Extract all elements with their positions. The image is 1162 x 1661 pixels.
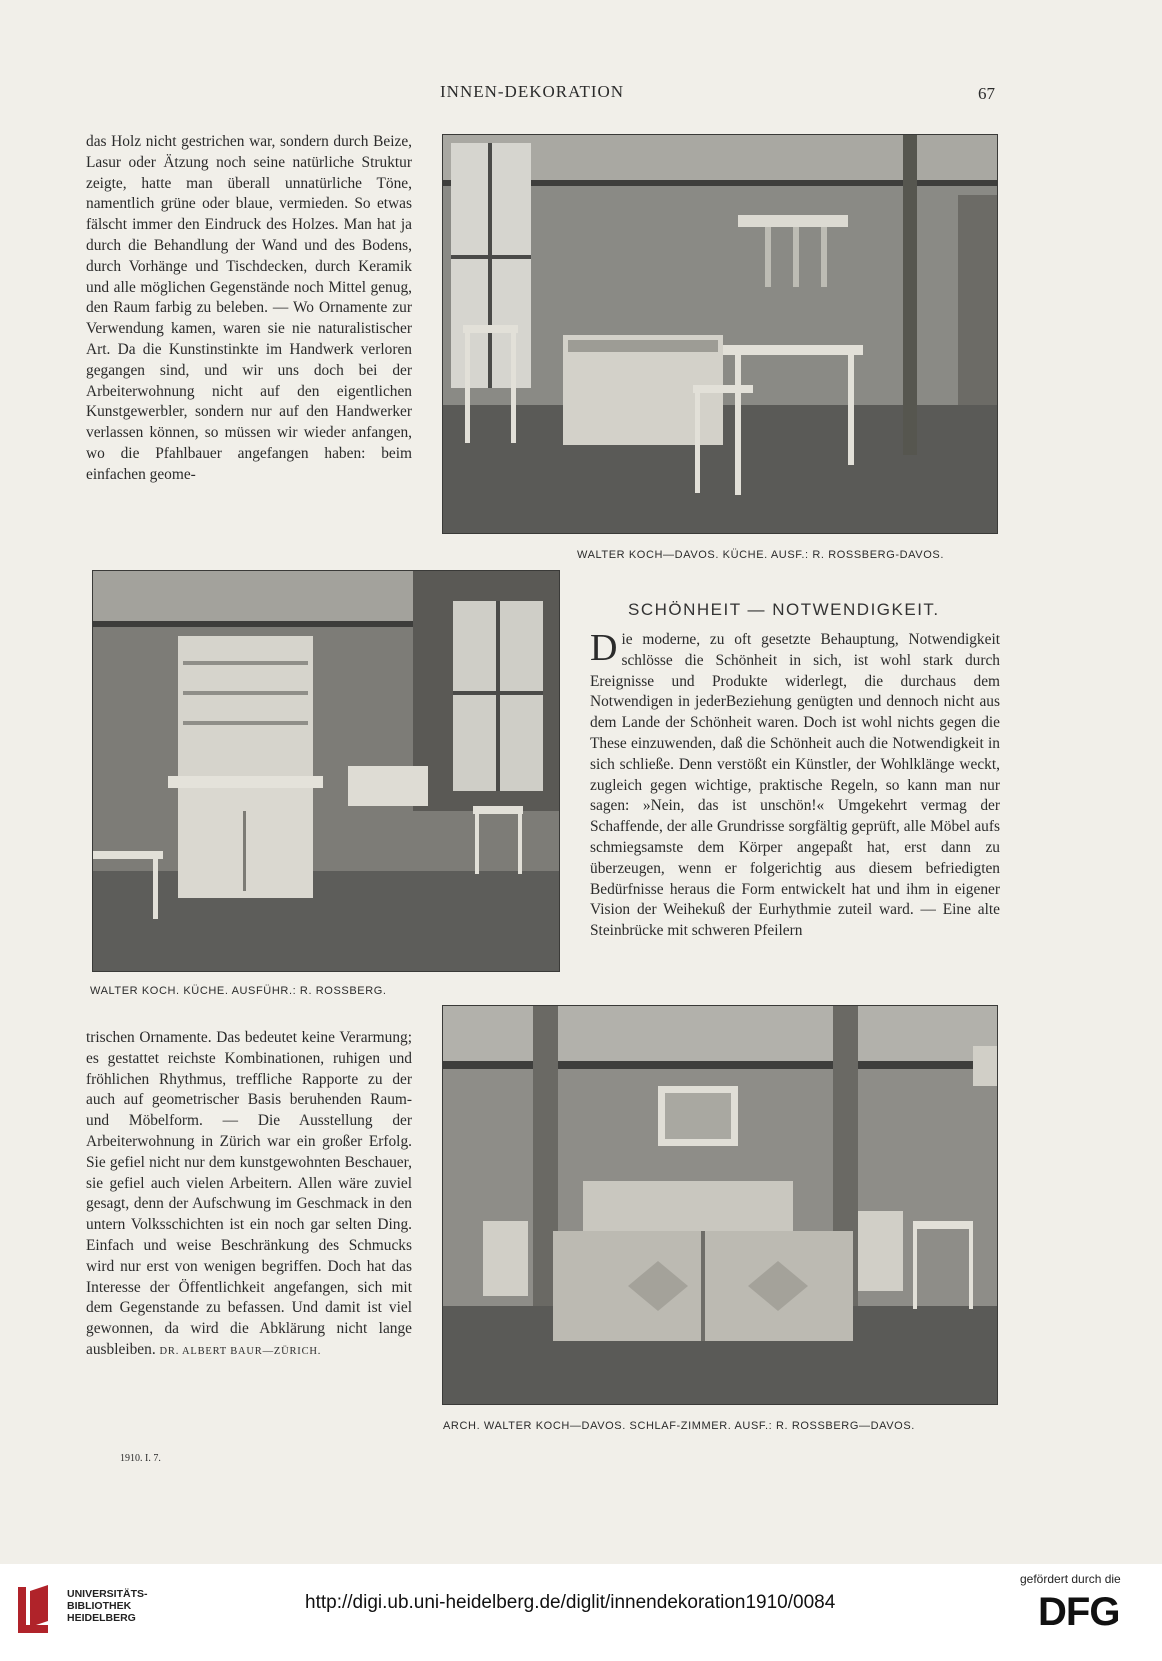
signature-line: 1910. I. 7. bbox=[120, 1453, 161, 1464]
body-paragraph bbox=[86, 1028, 412, 1363]
text-column-right bbox=[590, 627, 1000, 942]
section-title: SCHÖNHEIT — NOTWENDIGKEIT. bbox=[628, 600, 940, 619]
bedroom-illustration bbox=[443, 1006, 997, 1404]
author-byline: DR. ALBERT BAUR—ZÜRICH. bbox=[159, 1345, 322, 1357]
photo-kitchen-2 bbox=[92, 570, 560, 972]
running-title: INNEN-DEKORATION bbox=[440, 82, 625, 101]
funding-label: gefördert durch die bbox=[1020, 1572, 1121, 1586]
library-name: UNIVERSITÄTS- BIBLIOTHEK HEIDELBERG bbox=[67, 1588, 148, 1624]
photo-kitchen-1 bbox=[442, 134, 998, 534]
kitchen-2-illustration bbox=[93, 571, 559, 971]
dfg-logo: DFG bbox=[1038, 1590, 1120, 1634]
body-paragraph: das Holz nicht gestrichen war, sondern durch Beize, Lasur oder Ätzung noch seine natürliche Struktur zeigte, hatte man überall unnatürliche Töne, namentlich grüne oder blaue, vermieden. So etwas fälscht immer den Eindruck des Holzes. Man hat ja durch die Behandlung der Wand und des Bodens, durch Vorhänge und Tischdecken, durch Keramik und alle möglichen Gegenstände noch Mittel genug, den Raum farbig zu beleben. — Wo Ornamente zur Verwendung kamen, waren sie nie naturalistischer Art. Da die Kunstinstinkte im Handwerk verloren gegangen sind, und wir uns doch bei der Arbeiterwohnung nicht auf den eigentlichen Kunstgewerbler, sondern nur auf den Handwerker verlassen können, so müssen wir wieder anfangen, wo die Pfahlbauer angefangen haben: beim einfachen geome- bbox=[86, 133, 412, 483]
body-text: trischen Ornamente. Das bedeutet keine Verarmung; es gestattet reichste Kombinationen, ruhigen und fröhlichen Rhythmus, treffliche Rapporte zu der auch auf geometrischer Basis beruhenden Raum- und Möbelform. — Die Ausstellung der Arbeiterwohnung in Zürich war ein großer Erfolg. Sie gefiel nicht nur dem kunstgewohnten Beschauer, sie gefiel auch vielen Arbeitern. Allen wäre zuviel gesagt, denn der Aufschwung im Geschmack in den untern Volksschichten ist ein noch gar selten Ding. Einfach und weise Beschränkung des Schmucks wird nur erst von wenigen begriffen. Doch hat das Interesse der Öffentlichkeit angefangen, sich mit dem Gegenstande zu befassen. Und damit ist viel gewonnen, da wird die Abklärung nicht lange ausbleiben. bbox=[86, 1029, 412, 1358]
caption-kitchen-2: WALTER KOCH. KÜCHE. AUSFÜHR.: R. ROSSBERG. bbox=[90, 985, 387, 997]
text-column-bottom-left bbox=[86, 1028, 412, 1363]
library-logo-icon bbox=[14, 1583, 56, 1641]
drop-cap: D bbox=[590, 627, 618, 669]
text-column-top-left bbox=[86, 132, 412, 486]
caption-kitchen-1: WALTER KOCH—DAVOS. KÜCHE. AUSF.: R. ROSSBERG-DAVOS. bbox=[577, 549, 944, 561]
photo-bedroom bbox=[442, 1005, 998, 1405]
body-paragraph: ie moderne, zu oft gesetzte Behauptung, Notwendigkeit schlösse die Schönheit in sich, ist wohl stark durch Ereignisse und Produkte widerlegt, die durchaus dem Notwendigen in jederBeziehung genügten und dennoch nicht aus dem Lande der Schönheit waren. Doch ist wohl nichts gegen die These einzuwenden, daß die Schönheit auch die Notwendigkeit in sich schließe. Denn verstößt ein Künstler, der Wohlklänge weckt, zugleich gegen wichtige, praktische Regeln, so kann man nur sagen: »Nein, das ist unschön!« Umgekehrt vermag der Schaffende, der alle Grundrisse sorgfältig geprüft, alle Möbel aufs schmiegsamste dem Körper angepaßt hat, erst dann zu überzeugen, wenn er folgerichtig aus diesem befriedigten Bedürfnisse heraus die Form entwickelt hat und ihm in eigener Vision der Weihekuß der Eurhythmie zuteil ward. — Eine alte Steinbrücke mit schweren Pfeilern bbox=[590, 631, 1000, 940]
kitchen-1-illustration bbox=[443, 135, 997, 533]
caption-bedroom: ARCH. WALTER KOCH—DAVOS. SCHLAF-ZIMMER. AUSF.: R. ROSSBERG—DAVOS. bbox=[443, 1420, 915, 1432]
page-number: 67 bbox=[978, 84, 995, 103]
source-url-link[interactable]: http://digi.ub.uni-heidelberg.de/diglit/innendekoration1910/0084 bbox=[305, 1592, 836, 1613]
